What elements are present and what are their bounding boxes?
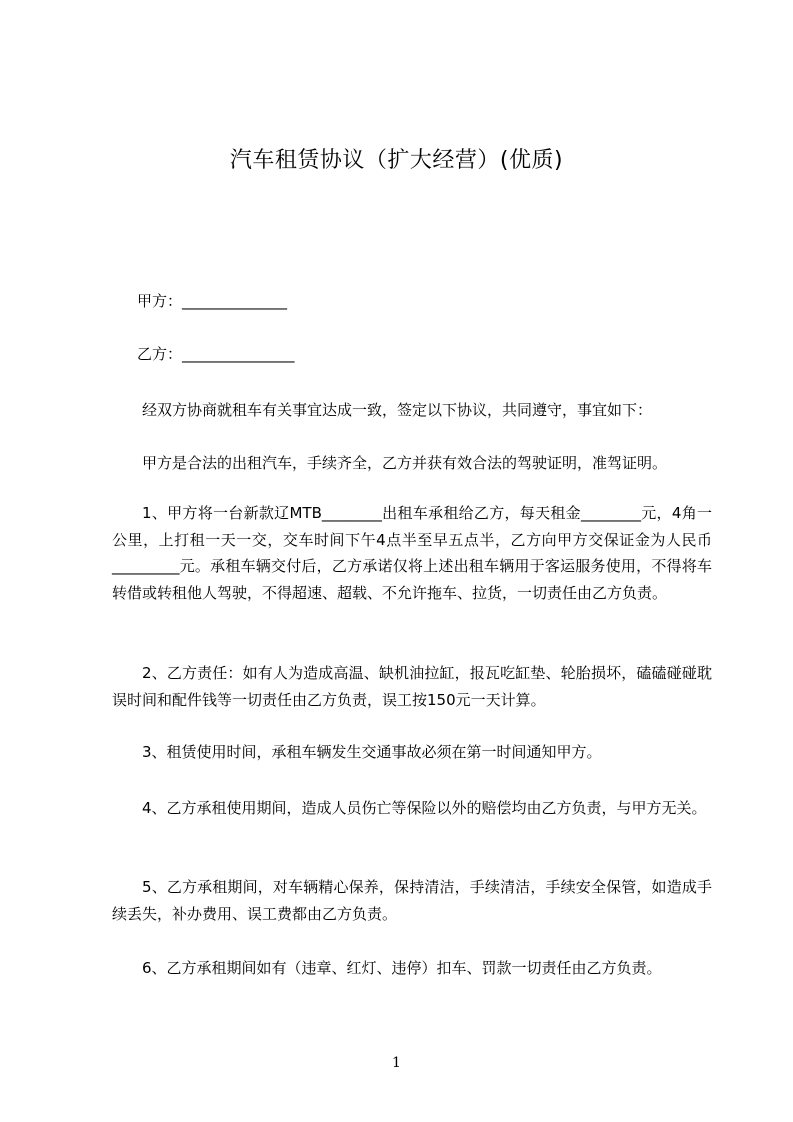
clause-5: 5、乙方承租期间，对车辆精心保养，保持清洁，手续清洁，手续安全保管，如造成手续丢失，补办费用、误工费都由乙方负责。: [112, 878, 712, 923]
intro-paragraph: 经双方协商就租车有关事宜达成一致，签定以下协议，共同遵守，事宜如下：: [142, 401, 653, 419]
statement-paragraph: 甲方是合法的出租汽车，手续齐全，乙方并获有效合法的驾驶证明，准驾证明。: [142, 454, 668, 472]
page-number: 1: [392, 1055, 401, 1071]
document-title: 汽车租赁协议（扩大经营）(优质): [229, 148, 564, 173]
party-a-line: 甲方：______________: [137, 292, 288, 310]
clause-1: 1、甲方将一台新款辽MTB________出租车承租给乙方，每天租金________元，4角一公里，上打租一天一交，交车时间下午4点半至早五点半，乙方向甲方交保证金为人民币_________元。承租车辆交付后，乙方承诺仅将上述出租车辆用于客运服务使用，不得将车转借或转租他人驾驶，不得超速、超载、不允许拖车、拉货，一切责任由乙方负责。: [112, 504, 712, 602]
clause-3: 3、租赁使用时间，承租车辆发生交通事故必须在第一时间通知甲方。: [142, 743, 602, 761]
clause-4: 4、乙方承租使用期间，造成人员伤亡等保险以外的赔偿均由乙方负责，与甲方无关。: [142, 799, 707, 817]
clause-2: 2、乙方责任：如有人为造成高温、缺机油拉缸，报瓦吃缸垫、轮胎损坏，磕磕碰碰耽误时间和配件钱等一切责任由乙方负责，误工按150元一天计算。: [112, 664, 712, 709]
clause-6: 6、乙方承租期间如有（违章、红灯、违停）扣车、罚款一切责任由乙方负责。: [142, 959, 662, 977]
party-b-line: 乙方：_______________: [137, 345, 295, 363]
